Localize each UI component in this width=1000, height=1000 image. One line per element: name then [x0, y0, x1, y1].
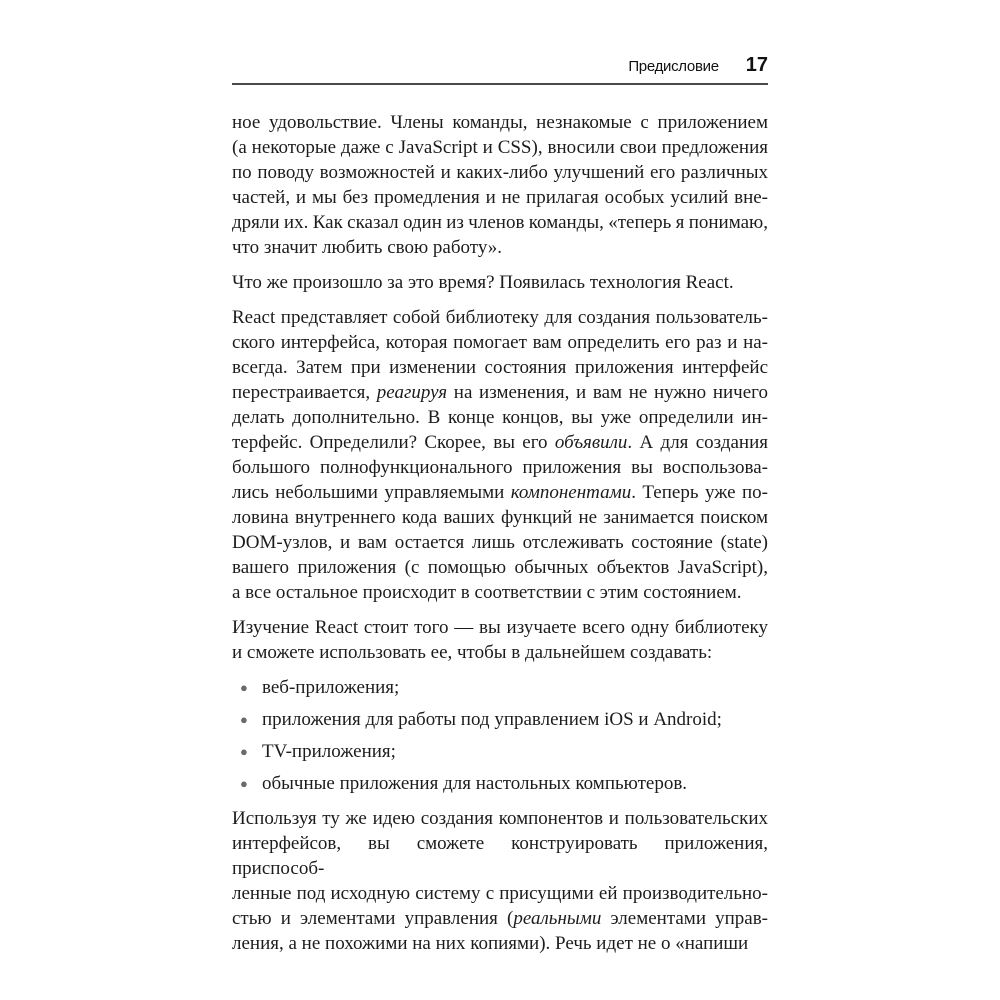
text-segment: ского интерфейса, которая помогает вам определить его раз и на-: [232, 332, 768, 353]
text-segment: по поводу возможностей и каких-либо улучшений его различных: [232, 162, 768, 183]
text-segment: дряли их. Как сказал один из членов команды, «теперь я понимаю,: [232, 212, 768, 233]
text-segment: вашего приложения (с помощью обычных объектов JavaScript),: [232, 557, 768, 578]
paragraph: [232, 110, 768, 260]
paragraph: [232, 806, 768, 956]
text-line: [232, 530, 768, 555]
text-line: [232, 270, 768, 295]
text-segment: большого полнофункционального приложения вы воспользова-: [232, 457, 768, 478]
text-line: [232, 405, 768, 430]
text-segment: на изменения, и вам не нужно ничего: [447, 382, 768, 403]
text-segment: делать дополнительно. В конце концов, вы уже определили ин-: [232, 407, 768, 428]
list-item-text: TV-приложения;: [262, 741, 396, 762]
text-line: [232, 615, 768, 640]
text-line: [232, 430, 768, 455]
page-number: 17: [745, 54, 768, 76]
list-item: [232, 707, 768, 732]
text-segment: что значит любить свою работу».: [232, 237, 503, 258]
text-line: [232, 235, 768, 260]
text-segment: (а некоторые даже с JavaScript и CSS), вносили свои предложения: [232, 137, 768, 158]
text-segment: перестраивается,: [232, 382, 377, 403]
bullet-icon: ●: [240, 744, 248, 759]
list-item-text: веб-приложения;: [262, 677, 400, 698]
text-line: [232, 455, 768, 480]
bullet-icon: ●: [240, 776, 248, 791]
text-line: [232, 831, 768, 881]
bullet-list: [232, 675, 768, 796]
text-line: [232, 505, 768, 530]
italic-text: компонентами: [510, 482, 632, 503]
paragraph: [232, 615, 768, 665]
text-line: [232, 555, 768, 580]
text-line: [232, 906, 768, 931]
text-segment: а все остальное происходит в соответствии с этим состоянием.: [232, 582, 742, 603]
text-line: [232, 160, 768, 185]
text-line: [232, 640, 768, 665]
italic-text: реальными: [513, 908, 602, 929]
text-segment: ленные под исходную систему с присущими ей производительно-: [232, 883, 768, 904]
text-segment: элементами управ-: [601, 908, 768, 929]
text-segment: терфейс. Определили? Скорее, вы его: [232, 432, 555, 453]
list-item: [232, 771, 768, 796]
text-line: [232, 480, 768, 505]
bullet-icon: ●: [240, 680, 248, 695]
text-line: [232, 806, 768, 831]
text-segment: ное удовольствие. Члены команды, незнакомые с приложением: [232, 112, 768, 133]
list-item-text: обычные приложения для настольных компьютеров.: [262, 773, 688, 794]
text-line: [232, 580, 768, 605]
text-line: [232, 931, 768, 956]
text-segment: . Теперь уже по-: [631, 482, 768, 503]
text-segment: React представляет собой библиотеку для создания пользователь-: [232, 307, 768, 328]
text-line: [232, 355, 768, 380]
text-line: [232, 380, 768, 405]
text-segment: ловина внутреннего кода ваших функций не занимается поиском: [232, 507, 768, 528]
text-segment: Что же произошло за это время? Появилась технология React.: [232, 272, 734, 293]
text-segment: Используя ту же идею создания компонентов и пользовательских: [232, 808, 768, 829]
page-header: [232, 54, 768, 77]
text-segment: и сможете использовать ее, чтобы в дальнейшем создавать:: [232, 642, 713, 663]
text-line: [232, 135, 768, 160]
italic-text: объявили: [554, 432, 628, 453]
list-item-text: приложения для работы под управлением iOS и Android;: [262, 709, 722, 730]
text-line: [232, 185, 768, 210]
list-item: [232, 675, 768, 700]
text-segment: Изучение React стоит того — вы изучаете всего одну библиотеку: [232, 617, 768, 638]
text-line: [232, 210, 768, 235]
text-line: [232, 881, 768, 906]
text-segment: ления, а не похожими на них копиями). Речь идет не о «напиши: [232, 933, 749, 954]
header-rule: [232, 83, 768, 85]
italic-text: реагируя: [376, 382, 448, 403]
text-segment: DOM-узлов, и вам остается лишь отслеживать состояние (state): [232, 532, 768, 553]
text-line: [232, 110, 768, 135]
page-body: [232, 110, 768, 966]
bullet-icon: ●: [240, 712, 248, 727]
text-segment: всегда. Затем при изменении состояния приложения интерфейс: [232, 357, 768, 378]
text-segment: . А для создания: [627, 432, 768, 453]
text-segment: лись небольшими управляемыми: [232, 482, 511, 503]
text-line: [232, 305, 768, 330]
text-segment: интерфейсов, вы сможете конструировать приложения, приспособ-: [232, 833, 768, 879]
running-head-title: Предисловие: [628, 58, 719, 75]
text-segment: стью и элементами управления (: [232, 908, 514, 929]
text-line: [232, 330, 768, 355]
paragraph: [232, 305, 768, 605]
paragraph: [232, 270, 768, 295]
text-segment: частей, и мы без промедления и не прилагая особых усилий вне-: [232, 187, 768, 208]
list-item: [232, 739, 768, 764]
